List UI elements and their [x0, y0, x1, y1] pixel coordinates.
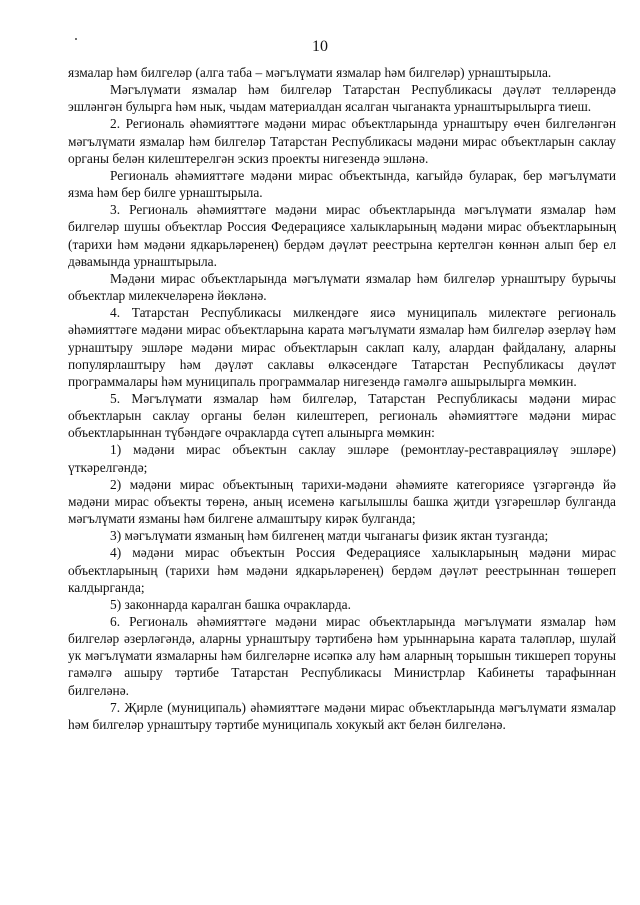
list-item-3: 3) мәгълүмати язманың һәм билгенең матди чыганагы физик яктан тузганда; — [110, 528, 549, 544]
paragraph-item-6: 6. Региональ әһәмияттәге мәдәни мирас объектларында мәгълүмати язмалар һәм билгеләр әзерләгәндә, аларны урнаштыру тәртибенә һәм урыннарына карата таләпләр, шулай ук мәгълүмати язмаларны һәм билгеләрне исәпкә алу һәм аларның торышын тикшереп торуны гамәлгә ашыру тәртибе Татарстан Республикасы Министрлар Кабинеты тарафыннан билгеләнә. — [68, 614, 616, 698]
paragraph: Мәдәни мирас объектларында мәгълүмати язмалар һәм билгеләр урнаштыру бурычы объектлар милекчеләренә йөкләнә. — [68, 270, 616, 304]
document-body — [68, 64, 616, 733]
list-item-2: 2) мәдәни мирас объектының тарихи-мәдәни әһәмияте категориясе үзгәргәндә йә мәдәни мирас объекты төренә, аның исеменә кагылышлы башка җитди үзгәрешләр булганда мәгълүмати язманы һәм билгене алмаштыру кирәк булганда; — [68, 476, 616, 527]
paragraph: Региональ әһәмияттәге мәдәни мирас объектында, кагыйдә буларак, бер мәгълүмати язма һәм бер билге урнаштырыла. — [68, 167, 616, 201]
paragraph-item-5: 5. Мәгълүмати язмалар һәм билгеләр, Татарстан Республикасы мәдәни мирас объектларын саклау органы белән килештереп, региональ әһәмияттәге мәдәни мирас объектларыннан түбәндәге очракларда сүтеп алынырга мөмкин: — [68, 390, 616, 441]
page-number: 10 — [312, 38, 328, 55]
paragraph-continuation: язмалар һәм билгеләр (алга таба – мәгълүмати язмалар һәм билгеләр) урнаштырыла. — [68, 65, 552, 80]
list-item-1: 1) мәдәни мирас объектын саклау эшләре (ремонтлау-реставрацияләү эшләре) үткәрелгәндә; — [68, 442, 616, 475]
paragraph-item-4: 4. Татарстан Республикасы милкендәге яисә муниципаль милектәге региональ әһәмияттәге мәдәни мирас объектларына карата мәгълүмати язмалар һәм билгеләр әзерләү һәм урнаштыру эшләре мәдәни мирас объектларын саклап калу, алардан файдалану, аларны популярлаштыру һәм дәүләт саклавы өлкәсендәге Татарстан Республикасы дәүләт программалары һәм муниципаль программалар нигезендә гамәлгә ашырылырга мөмкин. — [68, 305, 616, 389]
paragraph: Мәгълүмати язмалар һәм билгеләр Татарстан Республикасы дәүләт телләрендә эшләнгән булырга һәм нык, чыдам материалдан ясалган чыганакта урнаштырылырга тиеш. — [68, 82, 616, 115]
paragraph-item-7: 7. Җирле (муниципаль) әһәмияттәге мәдәни мирас объектларында мәгълүмати язмалар һәм билгеләр урнаштыру тәртибе муниципаль хокукый акт белән билгеләнә. — [68, 699, 616, 732]
list-item-5: 5) законнарда каралган башка очракларда. — [110, 596, 351, 612]
paragraph-item-3: 3. Региональ әһәмияттәге мәдәни мирас объектларында мәгълүмати язмалар һәм билгеләр шушы объектлар Россия Федерациясе халыкларының мәдәни мирас объектларының (тарихи һәм мәдәни ядкарьләренең) бердәм дәүләт реестрына кертелгән көннән алып бер ел дәвамында урнаштырыла. — [68, 202, 616, 269]
list-item-4: 4) мәдәни мирас объектын Россия Федерациясе халыкларының мәдәни мирас объектларының (тарихи һәм мәдәни ядкарьләренең) бердәм дәүләт реестрыннан төшереп калдырганда; — [68, 545, 616, 595]
paragraph-item-2: 2. Региональ әһәмияттәге мәдәни мирас объектларында урнаштыру өчен билгеләнгән мәгълүмати язмалар һәм билгеләр Татарстан Республикасы мәдәни мирас объектларын саклау органы белән килештерелгән эскиз проекты нигезендә эшләнә. — [68, 116, 616, 166]
